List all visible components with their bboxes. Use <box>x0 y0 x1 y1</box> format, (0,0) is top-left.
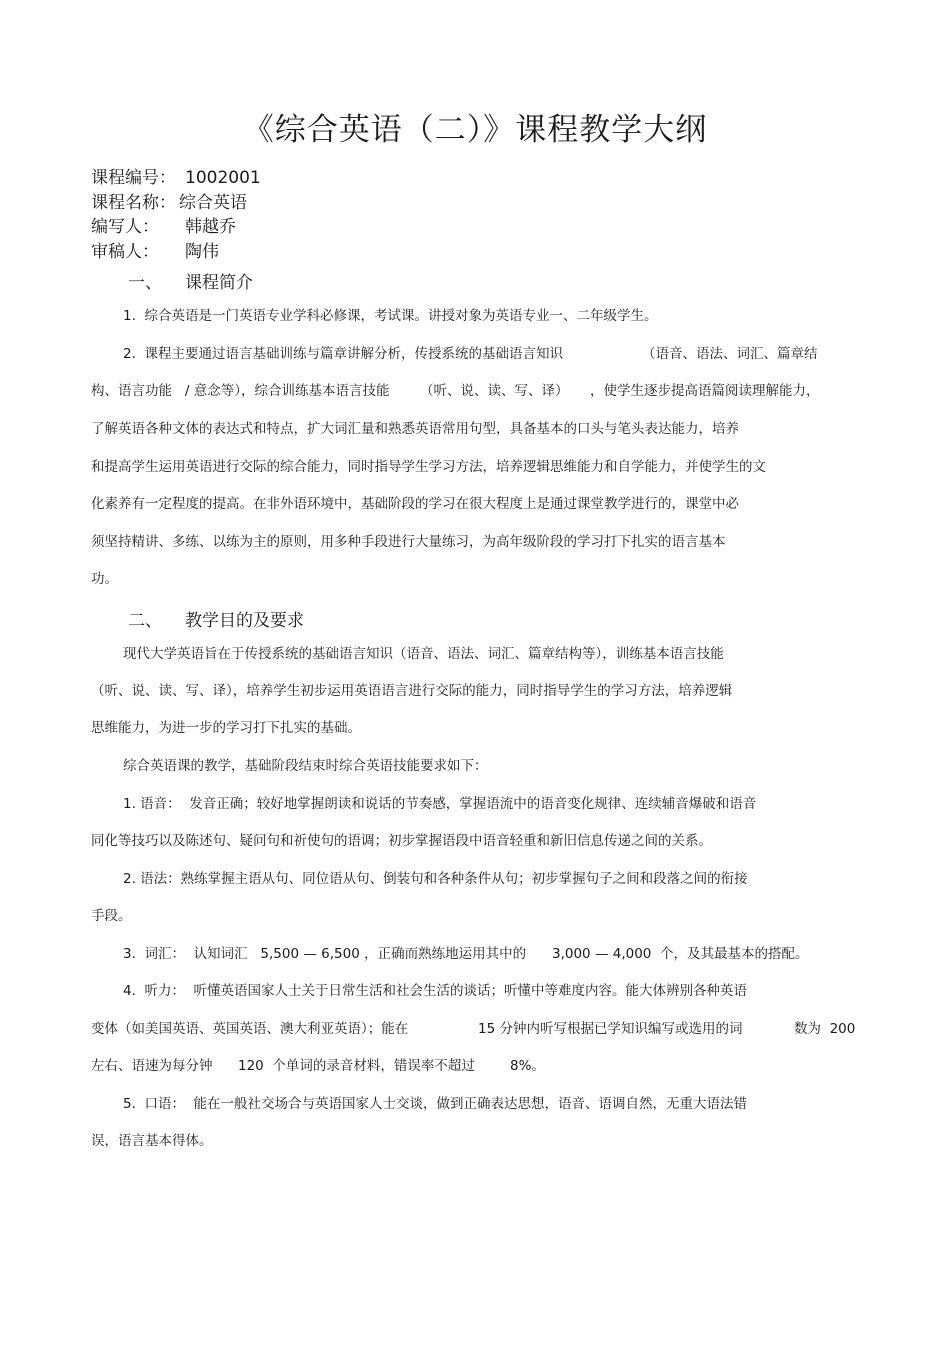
meta-value: 韩越乔 <box>185 217 236 237</box>
text-line: 1. 语音： 发音正确；较好地掌握朗读和说话的节奏感，掌握语流中的语音变化规律、连续辅音爆破和语音 <box>123 796 757 812</box>
section-title: 课程简介 <box>185 273 253 293</box>
text-line: 120 个单词的录音材料，错误率不超过 <box>238 1058 475 1074</box>
text-line: ，使学生逐步提高语篇阅读理解能力， <box>590 383 820 399</box>
meta-author <box>91 212 236 237</box>
meta-label: 审稿人： <box>91 242 159 262</box>
text-line: 须坚持精讲、多练、以练为主的原则，用多种手段进行大量练习，为高年级阶段的学习打下扎实的语言基本 <box>91 534 726 550</box>
text-line: 和提高学生运用英语进行交际的综合能力，同时指导学生学习方法，培养逻辑思维能力和自学能力，并使学生的文 <box>91 459 766 475</box>
text-line: （听、说、读、写、译） <box>420 383 569 399</box>
text-line: 功。 <box>91 571 118 587</box>
meta-value: 陶伟 <box>185 242 219 262</box>
text-line: （听、说、读、写、译），培养学生初步运用英语语言进行交际的能力，同时指导学生的学习方法，培养逻辑 <box>91 683 733 699</box>
meta-label: 课程名称： <box>91 193 176 213</box>
meta-label: 课程编号： <box>91 168 176 188</box>
text-line: 5. 口语： 能在一般社交场合与英语国家人士交谈，做到正确表达思想，语音、语调自然，无重大语法错 <box>123 1096 748 1112</box>
text-line: 4. 听力： 听懂英语国家人士关于日常生活和社会生活的谈话；听懂中等难度内容。能大体辨别各种英语 <box>123 983 748 999</box>
meta-value: 综合英语 <box>179 193 247 213</box>
meta-course-code <box>91 163 261 188</box>
text-line: 构、语言功能 / 意念等），综合训练基本语言技能 <box>91 383 390 399</box>
text-line: 了解英语各种文体的表达式和特点，扩大词汇量和熟悉英语常用句型，具备基本的口头与笔头表达能力，培养 <box>91 421 739 437</box>
meta-course-name <box>91 188 247 213</box>
text-line: 3. 词汇： 认知词汇 5,500 — 6,500 ，正确而熟练地运用其中的 <box>123 946 527 962</box>
section-title: 教学目的及要求 <box>185 611 304 631</box>
text-line: 2. 语法：熟练掌握主语从句、同位语从句、倒装句和各种条件从句；初步掌握句子之间和段落之间的衔接 <box>123 871 748 887</box>
text-line: 综合英语课的教学，基础阶段结束时综合英语技能要求如下： <box>123 758 488 774</box>
text-line: 数为 200 <box>794 1021 856 1037</box>
text-line: （语音、语法、词汇、篇章结 <box>642 346 818 362</box>
text-line: 1. 综合英语是一门英语专业学科必修课，考试课。讲授对象为英语专业一、二年级学生。 <box>123 308 658 324</box>
meta-label: 编写人： <box>91 217 159 237</box>
text-line: 左右、语速为每分钟 <box>91 1058 213 1074</box>
meta-value: 1002001 <box>185 168 261 188</box>
text-line: 2. 课程主要通过语言基础训练与篇章讲解分析，传授系统的基础语言知识 <box>123 346 563 362</box>
document-title: 《综合英语（二）》课程教学大纲 <box>242 112 708 148</box>
text-line: 误，语言基本得体。 <box>91 1133 213 1149</box>
text-line: 思维能力，为进一步的学习打下扎实的基础。 <box>91 720 361 736</box>
text-line: 15 分钟内听写根据已学知识编写或选用的词 <box>478 1021 743 1037</box>
section-number: 二、 <box>128 611 162 631</box>
text-line: 变体（如美国英语、英国英语、澳大利亚英语）；能在 <box>91 1021 409 1037</box>
text-line: 同化等技巧以及陈述句、疑问句和祈使句的语调；初步掌握语段中语音轻重和新旧信息传递之间的关系。 <box>91 833 712 849</box>
text-line: 现代大学英语旨在于传授系统的基础语言知识（语音、语法、词汇、篇章结构等），训练基本语言技能 <box>123 646 724 662</box>
section-number: 一、 <box>128 273 162 293</box>
text-line: 化素养有一定程度的提高。在非外语环境中，基础阶段的学习在很大程度上是通过课堂教学进行的，课堂中必 <box>91 496 739 512</box>
text-line: 8%。 <box>510 1058 545 1074</box>
meta-reviewer <box>91 237 219 262</box>
text-line: 3,000 — 4,000 个，及其最基本的搭配。 <box>552 946 809 962</box>
text-line: 手段。 <box>91 908 132 924</box>
